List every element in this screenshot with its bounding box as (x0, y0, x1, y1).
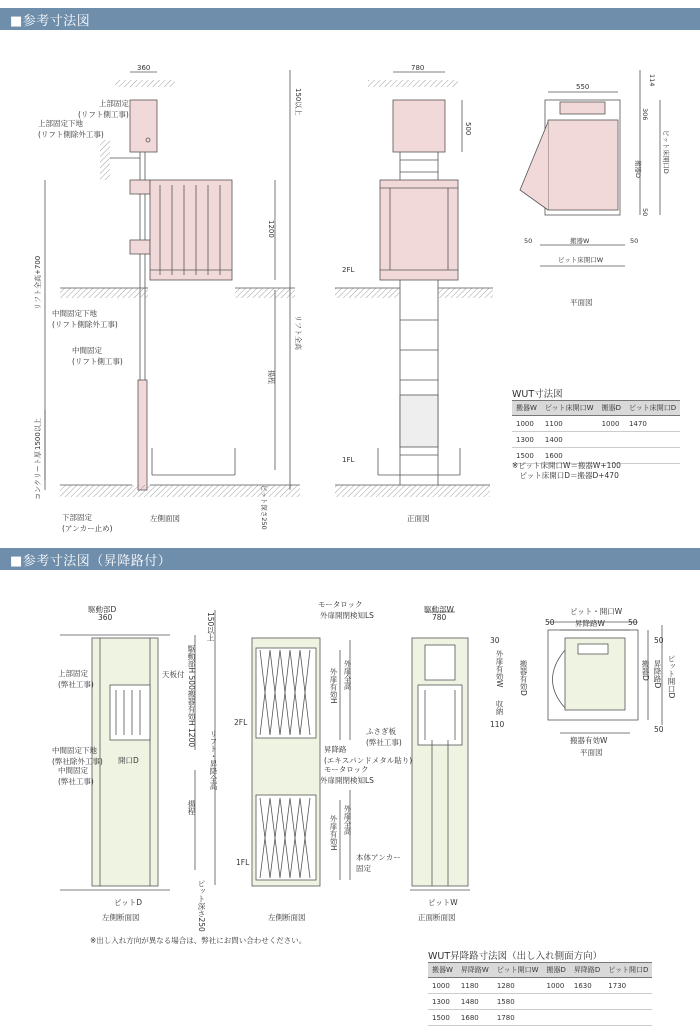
table-cell (543, 1010, 570, 1026)
table-1-header: 搬器D (598, 401, 625, 416)
table-cell: 1730 (604, 978, 652, 994)
callout-mid-fix-s2: 中間固定 (弊社工事) (58, 766, 94, 786)
table-2-header: 昇降路W (457, 963, 493, 978)
table-2-header: 昇降路D (570, 963, 604, 978)
dim-stroke-left: 揚程 (267, 370, 275, 384)
callout-mid-fix-base: 中間固定下地 (リフト側除外工事) (52, 309, 118, 329)
callout-cover-plate: ふさぎ板 (弊社工事) (366, 727, 402, 747)
dim-306: 306 (641, 108, 649, 121)
table-1-header: 搬器W (512, 401, 541, 416)
table-1-header-row (512, 401, 680, 416)
table-2-header: 搬器D (543, 963, 570, 978)
table-cell: 1000 (512, 416, 541, 432)
table-1-header: ピット床開口D (625, 401, 680, 416)
table-cell (570, 994, 604, 1010)
caption-left-cross-section: 左側断面図 (102, 913, 140, 922)
table-cell: 1580 (493, 994, 543, 1010)
table-cell (543, 994, 570, 1010)
caption-front-cross-section: 正面断面図 (418, 913, 456, 922)
label-150-s2: 150以上 (206, 612, 215, 642)
label-door-total-top: 外扉全高 (343, 660, 352, 690)
dim-550: 550 (576, 83, 590, 91)
label-cart-d-s2: 搬器D (641, 660, 650, 681)
label-pit-opening-d-s2: ピット開口D (667, 655, 676, 699)
label-780-s2: 780 (432, 613, 447, 622)
label-pit-w: ピットW (428, 898, 458, 907)
label-pit-opening-w-s2: ピット・開口W (570, 607, 623, 616)
front-cross-section (410, 612, 470, 890)
dim-1200-left: 1200 (267, 220, 275, 238)
dim-50-c: 50 (630, 237, 639, 245)
label-motor-lock-bottom: モータロック (324, 765, 369, 774)
caption-plan-view-2: 平面図 (580, 748, 603, 757)
label-top-plate: 天板付 (162, 670, 185, 679)
table-cell: 1300 (512, 432, 541, 448)
table-cell (625, 448, 680, 464)
label-door-eff-w: 外扉有効W (495, 650, 504, 688)
table-1-note-2: ピット床開口D＝搬器D+470 (512, 471, 619, 480)
label-total-height: リフト・昇降全高 (209, 730, 218, 790)
label-door-total-bottom: 外扉全高 (343, 805, 352, 835)
table-1-note-1: ※ピット床開口W＝搬器W+100 (512, 461, 621, 470)
table-row (428, 978, 652, 994)
label-50-right-s2: 50 (628, 618, 638, 627)
table-cell: 1180 (457, 978, 493, 994)
label-storage: 収納 (495, 700, 504, 715)
dim-cart-w: 搬器W (570, 237, 590, 245)
dim-360-left: 360 (137, 64, 151, 72)
table-row (428, 994, 652, 1010)
table-row (428, 1010, 652, 1026)
table-cell: 1300 (428, 994, 457, 1010)
callout-bottom-fix: 下部固定 (アンカー止め) (62, 513, 113, 533)
callout-mid-fix: 中間固定 (リフト側工事) (72, 346, 123, 366)
table-cell: 1000 (598, 416, 625, 432)
dim-150-left: 150以上 (294, 88, 302, 116)
table-cell: 1000 (543, 978, 570, 994)
label-2fl-front: 2FL (342, 266, 355, 274)
label-50-bottom-s2: 50 (654, 725, 664, 734)
callout-top-fix-base: 上部固定下地 (リフト側除外工事) (38, 119, 104, 139)
label-cart-eff-d: 搬器有効D (519, 660, 528, 696)
section-2-footnote: ※出し入れ方向が異なる場合は、弊社にお問い合わせください。 (90, 936, 307, 945)
dim-1500-left: 1500以上 (34, 418, 42, 450)
table-2-header: 搬器W (428, 963, 457, 978)
dim-114: 114 (648, 74, 656, 87)
table-cell: 1680 (457, 1010, 493, 1026)
caption-plan-view-1: 平面図 (570, 298, 593, 307)
table-cell (570, 1010, 604, 1026)
caption-gate-cross-section: 左側断面図 (268, 913, 306, 922)
table-cell (625, 432, 680, 448)
label-110-s2: 110 (490, 720, 505, 729)
label-50-top-s2: 50 (654, 636, 664, 645)
caption-left-side-view: 左側面図 (150, 514, 180, 523)
label-30-s2: 30 (490, 636, 500, 645)
label-shaft: 昇降路 (エキスパンドメタル貼り) (324, 745, 413, 765)
dim-pit-opening-w: ピット床開口W (558, 256, 604, 264)
label-door-eff-h-bottom: 外扉有効H (329, 815, 338, 851)
table-cell (604, 994, 652, 1010)
dim-pit-depth: ピット深さ250 (260, 485, 268, 530)
table-2-title: WUT昇降路寸法図（出し入れ側面方向） (428, 951, 603, 962)
wut-shaft-dimension-table (428, 962, 652, 1026)
callout-top-fix-s2: 上部固定 (弊社工事) (58, 669, 94, 689)
label-1fl-s2: 1FL (236, 858, 250, 867)
table-cell: 1500 (512, 448, 541, 464)
table-1-header: ピット床開口W (541, 401, 598, 416)
label-opening-d: 開口D (118, 756, 139, 765)
label-2fl-s2: 2FL (234, 718, 248, 727)
section-1-title: ■参考寸法図 (10, 14, 91, 29)
table-2-header: ピット開口D (604, 963, 652, 978)
label-door-ls-bottom: 外扉開閉検知LS (320, 776, 374, 785)
dim-cart-d: 搬器D (634, 160, 642, 179)
label-pit-d: ピットD (114, 898, 142, 907)
table-cell: 1630 (570, 978, 604, 994)
label-drive-d: 駆動部D (88, 605, 117, 614)
front-view (335, 72, 493, 497)
label-door-ls-top: 外扉開閉検知LS (320, 611, 374, 620)
label-drive-h: 駆動部H 500 (187, 645, 196, 690)
callout-top-fix: 上部固定 (リフト側工事) (78, 99, 129, 119)
label-shaft-w: 昇降路W (575, 619, 605, 628)
table-cell (598, 432, 625, 448)
dim-lift-total: リフト全高 (294, 315, 302, 350)
table-cell: 1280 (493, 978, 543, 994)
table-cell (604, 1010, 652, 1026)
label-360-s2: 360 (98, 613, 113, 622)
dim-lift-total-700: リフト全高+700 (34, 255, 42, 310)
label-cart-eff-w: 搬器有効W (570, 736, 608, 745)
label-pit-250: ピット深さ250 (197, 880, 206, 932)
table-cell: 1000 (428, 978, 457, 994)
table-cell: 1470 (625, 416, 680, 432)
table-row (512, 432, 680, 448)
table-row (512, 416, 680, 432)
table-cell: 1600 (541, 448, 598, 464)
table-cell: 1400 (541, 432, 598, 448)
table-1-title: WUT寸法図 (512, 389, 563, 400)
label-drive-w: 駆動部W (424, 605, 454, 614)
section-2-header (0, 548, 700, 570)
section-1-header (0, 8, 700, 30)
dim-pit-opening-d: ピット床開口D (662, 130, 670, 174)
dim-780-front: 780 (411, 64, 425, 72)
table-2-header: ピット開口W (493, 963, 543, 978)
table-cell: 1500 (428, 1010, 457, 1026)
dim-50-a: 50 (641, 208, 649, 217)
dim-500-front: 500 (464, 122, 472, 136)
table-cell: 1480 (457, 994, 493, 1010)
label-50-left-s2: 50 (545, 618, 555, 627)
label-door-eff-h-top: 外扉有効H (329, 668, 338, 704)
callout-anchor: 本体アンカー 固定 (356, 853, 401, 873)
table-cell: 1100 (541, 416, 598, 432)
table-cell: 1780 (493, 1010, 543, 1026)
label-cart-h: 搬器有効H 1200 (187, 690, 196, 748)
wut-dimension-table (512, 400, 680, 464)
label-1fl-front: 1FL (342, 456, 355, 464)
callout-mid-fix-base-s2: 中間固定下地 (弊社除外工事) (52, 746, 103, 766)
label-motor-lock-top: モータロック (318, 600, 363, 609)
table-2-header-row (428, 963, 652, 978)
dim-concrete: コンクリート厚 (34, 451, 42, 500)
caption-front-view: 正面図 (407, 514, 430, 523)
dim-50-b: 50 (524, 237, 533, 245)
label-shaft-d: 昇降路D (653, 660, 662, 689)
section-2-title: ■参考寸法図（昇降路付） (10, 554, 172, 569)
label-stroke-s2: 揚程 (187, 800, 196, 815)
